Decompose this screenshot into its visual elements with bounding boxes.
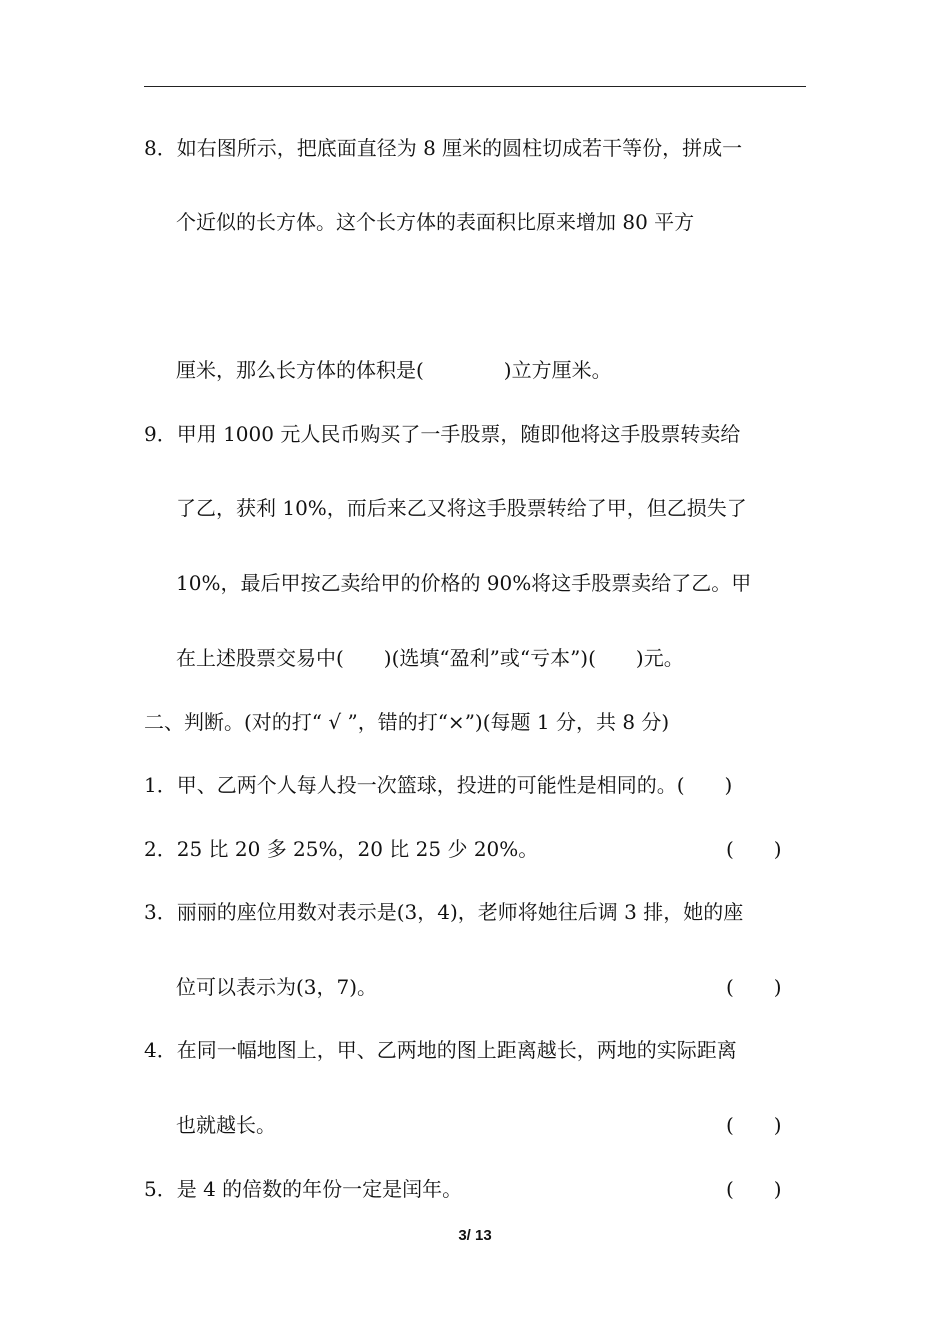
judge-item-3-line-1: 3．丽丽的座位用数对表示是(3，4)，老师将她往后调 3 排，她的座 [144,900,744,924]
judge-item-2: 2．25 比 20 多 25%，20 比 25 少 20%。 [144,837,539,861]
judge-item-2-answer-bracket: ( ) [726,837,782,861]
header-rule [144,86,806,87]
section-2-heading: 二、判断。(对的打“ √ ”，错的打“×”)(每题 1 分，共 8 分) [144,710,670,734]
judge-item-4-line-2: 也就越长。 [176,1113,276,1137]
judge-item-4-line-1: 4．在同一幅地图上，甲、乙两地的图上距离越长，两地的实际距离 [144,1038,737,1062]
q8-line-2: 个近似的长方体。这个长方体的表面积比原来增加 80 平方 [176,210,695,234]
judge-item-5: 5．是 4 的倍数的年份一定是闰年。 [144,1177,463,1201]
q9-line-1: 9．甲用 1000 元人民币购买了一手股票，随即他将这手股票转卖给 [144,422,741,446]
judge-item-3-line-2: 位可以表示为(3，7)。 [176,975,378,999]
judge-item-4-answer-bracket: ( ) [726,1113,782,1137]
q8-line-1: 8．如右图所示，把底面直径为 8 厘米的圆柱切成若干等份，拼成一 [144,136,743,160]
judge-item-5-answer-bracket: ( ) [726,1177,782,1201]
judge-item-3-answer-bracket: ( ) [726,975,782,999]
q9-line-2: 了乙，获利 10%，而后来乙又将这手股票转给了甲，但乙损失了 [176,496,747,520]
page-number: 3/ 13 [458,1227,492,1244]
q8-line-3: 厘米，那么长方体的体积是( )立方厘米。 [176,358,612,382]
q9-line-4: 在上述股票交易中( )(选填“盈利”或“亏本”)( )元。 [176,646,684,670]
judge-item-1: 1．甲、乙两个人每人投一次篮球，投进的可能性是相同的。( ) [144,773,733,797]
q9-line-3: 10%，最后甲按乙卖给甲的价格的 90%将这手股票卖给了乙。甲 [176,571,752,595]
